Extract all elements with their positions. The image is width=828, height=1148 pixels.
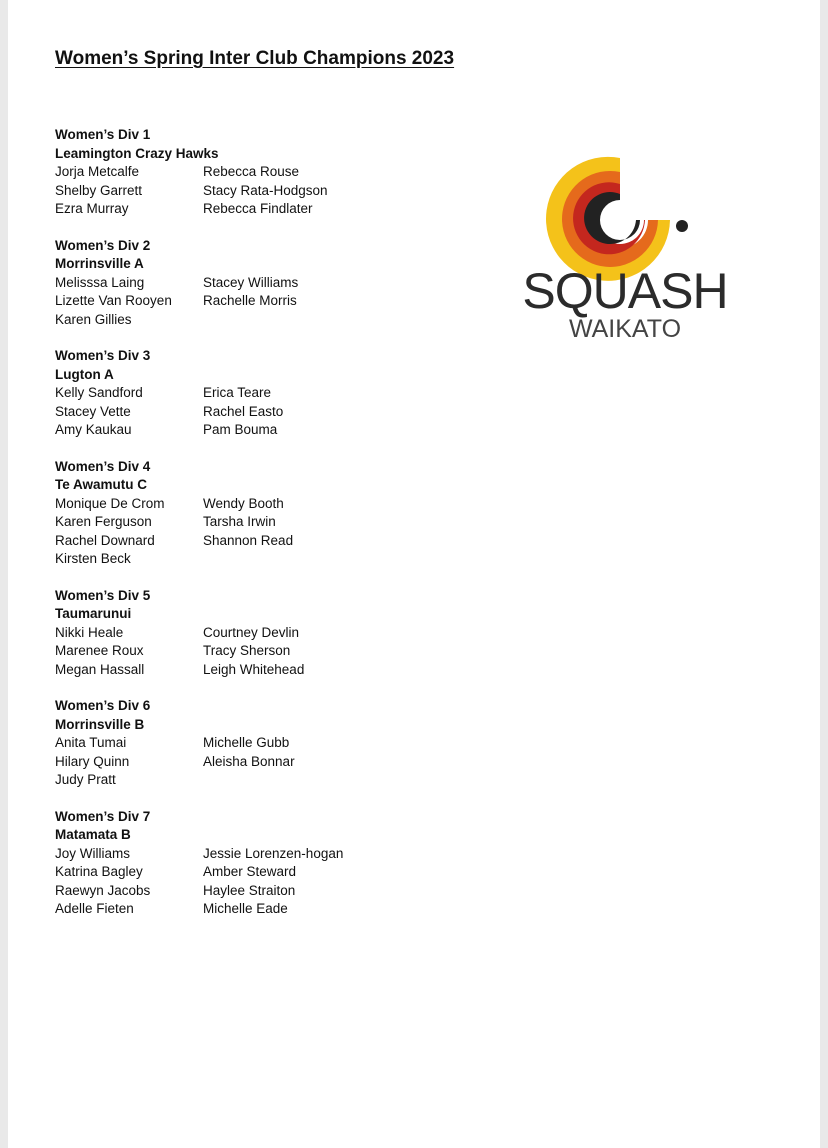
player-name: Adelle Fieten <box>55 901 134 916</box>
player-name: Jessie Lorenzen-hogan <box>203 845 344 861</box>
logo-ball <box>676 220 688 232</box>
player-row <box>55 532 485 551</box>
player-row <box>55 900 485 919</box>
division-heading: Women’s Div 6 <box>55 698 151 713</box>
player-name: Stacy Rata-Hodgson <box>203 182 328 198</box>
player-name: Raewyn Jacobs <box>55 882 151 898</box>
player-name: Anita Tumai <box>55 735 127 750</box>
player-row <box>55 274 485 293</box>
logo-arc-black <box>584 192 640 244</box>
player-name: Rachel Easto <box>203 403 284 419</box>
player-name: Rachel Downard <box>55 532 155 548</box>
player-name: Katrina Bagley <box>55 864 143 879</box>
division-block <box>55 126 485 219</box>
player-row <box>55 311 485 330</box>
document-page <box>8 0 820 1148</box>
division-heading: Women’s Div 2 <box>55 237 151 253</box>
player-name: Hilary Quinn <box>55 753 130 769</box>
team-name: Taumarunui <box>55 606 132 621</box>
team-name: Morrinsville B <box>55 716 145 732</box>
player-name: Haylee Straiton <box>203 882 296 898</box>
player-row <box>55 421 485 440</box>
player-name: Kirsten Beck <box>55 551 131 566</box>
player-row <box>55 163 485 182</box>
player-name: Ezra Murray <box>55 201 129 216</box>
team-name: Lugton A <box>55 366 114 382</box>
player-row <box>55 863 485 882</box>
player-name: Stacey Williams <box>203 274 299 290</box>
player-name: Melisssa Laing <box>55 274 145 290</box>
player-name <box>203 311 463 330</box>
division-heading: Women’s Div 5 <box>55 587 151 603</box>
player-name <box>203 771 463 790</box>
division-heading: Women’s Div 7 <box>55 808 151 824</box>
page-title: Women’s Spring Inter Club Champions 2023 <box>55 48 455 69</box>
division-block <box>55 237 485 330</box>
team-name: Matamata B <box>55 827 131 842</box>
player-name: Marenee Roux <box>55 643 144 658</box>
player-name: Nikki Heale <box>55 624 124 640</box>
player-name: Judy Pratt <box>55 772 116 787</box>
player-name: Stacey Vette <box>55 403 131 419</box>
division-block <box>55 808 485 919</box>
player-name: Rebecca Rouse <box>203 164 300 179</box>
player-name: Kelly Sandford <box>55 385 143 400</box>
player-name: Rachelle Morris <box>203 293 297 308</box>
player-row <box>55 495 485 514</box>
team-name: Leamington Crazy Hawks <box>55 145 219 161</box>
player-row <box>55 753 485 772</box>
player-name: Joy Williams <box>55 845 131 861</box>
player-name: Courtney Devlin <box>203 624 300 640</box>
division-heading: Women’s Div 4 <box>55 458 151 474</box>
player-name: Shannon Read <box>203 532 294 548</box>
player-name: Erica Teare <box>203 385 272 400</box>
player-row <box>55 642 485 661</box>
player-name: Tracy Sherson <box>203 643 291 658</box>
player-row <box>55 182 485 201</box>
division-heading: Women’s Div 3 <box>55 348 151 363</box>
player-name: Shelby Garrett <box>55 182 143 198</box>
player-name <box>203 550 463 569</box>
player-row <box>55 403 485 422</box>
player-name: Megan Hassall <box>55 661 145 677</box>
player-name: Amber Steward <box>203 864 297 879</box>
player-name: Wendy Booth <box>203 495 284 511</box>
division-block <box>55 347 485 440</box>
player-name: Pam Bouma <box>203 422 278 437</box>
player-name: Leigh Whitehead <box>203 661 305 677</box>
player-row <box>55 882 485 901</box>
player-row <box>55 845 485 864</box>
team-name: Morrinsville A <box>55 256 144 271</box>
player-row <box>55 734 485 753</box>
player-name: Karen Ferguson <box>55 514 152 529</box>
player-name: Monique De Crom <box>55 495 165 511</box>
player-row <box>55 200 485 219</box>
player-name: Amy Kaukau <box>55 422 132 437</box>
player-name: Lizette Van Rooyen <box>55 293 172 308</box>
player-row <box>55 550 485 569</box>
divisions-list <box>55 126 485 937</box>
player-row <box>55 624 485 643</box>
team-name: Te Awamutu C <box>55 477 148 492</box>
player-row <box>55 661 485 680</box>
player-name: Michelle Gubb <box>203 735 290 750</box>
player-name: Rebecca Findlater <box>203 201 313 216</box>
logo-subtitle: WAIKATO <box>568 315 682 343</box>
division-block <box>55 587 485 680</box>
player-row <box>55 771 485 790</box>
player-row <box>55 292 485 311</box>
division-block <box>55 458 485 569</box>
player-name: Karen Gillies <box>55 311 132 327</box>
player-name: Aleisha Bonnar <box>203 753 295 769</box>
division-heading: Women’s Div 1 <box>55 127 151 142</box>
logo-wordmark: SQUASH <box>522 263 728 319</box>
division-block <box>55 697 485 790</box>
player-name: Michelle Eade <box>203 901 288 916</box>
player-name: Jorja Metcalfe <box>55 164 140 179</box>
player-row <box>55 384 485 403</box>
player-row <box>55 513 485 532</box>
player-name: Tarsha Irwin <box>203 514 276 529</box>
